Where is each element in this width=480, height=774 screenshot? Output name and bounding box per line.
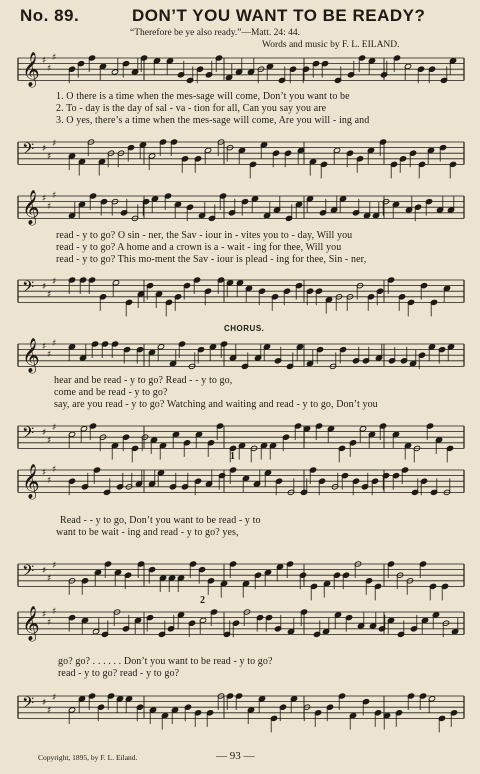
sharp-icon: ♯ — [52, 607, 57, 617]
sharp-icon: ♯ — [52, 423, 57, 433]
sharp-icon: ♯ — [42, 194, 47, 204]
sharp-icon: ♯ — [42, 428, 47, 438]
hymn-header — [20, 6, 460, 28]
sharp-icon: ♯ — [42, 468, 47, 478]
bass-staff-3 — [14, 418, 468, 464]
sharp-icon: ♯ — [52, 561, 57, 571]
music-system-1 — [14, 50, 468, 170]
music-system-2 — [14, 188, 468, 328]
treble-clef-icon: 𝄞 — [22, 464, 40, 499]
lyric-line: say, are you read - y to go? Watching and waiting and read - y to go, Don’t you — [54, 399, 378, 410]
lyric-line: read - y to go? This mo-ment the Sav - iour is plead - ing for thee, Sin - ner, — [56, 254, 367, 265]
lyric-line: read - y to go? A home and a crown is a - wait - ing for thee, Will you — [56, 242, 342, 253]
sharp-icon: ♯ — [47, 202, 52, 212]
sharp-icon: ♯ — [52, 465, 57, 475]
bass-clef-icon: 𝄢 — [22, 694, 35, 716]
sharp-icon: ♯ — [42, 56, 47, 66]
sharp-icon: ♯ — [42, 144, 47, 154]
sharp-icon: ♯ — [47, 64, 52, 74]
chorus-label: CHORUS. — [224, 324, 265, 333]
music-system-5 — [14, 595, 468, 754]
lyric-line: 1. O there is a time when the mes-sage will come, Don’t you want to be — [56, 91, 350, 102]
treble-clef-icon: 𝄞 — [22, 606, 40, 641]
bass-clef-icon: 𝄢 — [22, 278, 35, 300]
sharp-icon: ♯ — [42, 698, 47, 708]
lyric-line: read - y to go? O sin - ner, the Sav - iour in - vites you to - day, Will you — [56, 230, 353, 241]
first-ending-mark: 1 — [230, 451, 235, 462]
lyric-line: go? go? . . . . . . Don’t you want to be read - y to go? — [58, 656, 273, 667]
treble-clef-icon: 𝄞 — [22, 190, 40, 225]
hymn-title: DON’T YOU WANT TO BE READY? — [132, 6, 426, 25]
sharp-icon: ♯ — [52, 277, 57, 287]
sharp-icon: ♯ — [42, 610, 47, 620]
treble-staff-2 — [14, 188, 468, 234]
sharp-icon: ♯ — [42, 342, 47, 352]
page-number: — 93 — — [216, 750, 255, 762]
sharp-icon: ♯ — [47, 152, 52, 162]
sharp-icon: ♯ — [47, 706, 52, 716]
bass-staff-4 — [14, 556, 468, 602]
lyric-line: hear and be read - y to go? Read - - y to go, — [54, 375, 233, 386]
copyright-notice: Copyright, 1895, by F. L. Eiland. — [38, 753, 138, 762]
treble-staff-5 — [14, 604, 468, 650]
lyric-line: read - y to go? read - y to go? — [58, 668, 180, 679]
treble-clef-icon: 𝄞 — [22, 52, 40, 87]
sharp-icon: ♯ — [47, 476, 52, 486]
treble-staff-4 — [14, 462, 468, 508]
lyric-line: come and be read - y to go? — [54, 387, 168, 398]
sharp-icon: ♯ — [52, 339, 57, 349]
music-system-3 — [14, 324, 468, 466]
sharp-icon: ♯ — [52, 191, 57, 201]
sharp-icon: ♯ — [52, 139, 57, 149]
sharp-icon: ♯ — [52, 53, 57, 63]
lyric-line: Read - - y to go, Don’t you want to be read - y to — [60, 515, 261, 526]
sharp-icon: ♯ — [52, 693, 57, 703]
lyric-line: 3. O yes, there’s a time when the mes-sage will come, Are you will - ing and — [56, 115, 370, 126]
lyric-line: 2. To - day is the day of sal - va - tion for all, Can you say you are — [56, 103, 327, 114]
bass-clef-icon: 𝄢 — [22, 562, 35, 584]
bass-staff-5 — [14, 688, 468, 734]
treble-clef-icon: 𝄞 — [22, 338, 40, 373]
bass-clef-icon: 𝄢 — [22, 424, 35, 446]
sharp-icon: ♯ — [47, 350, 52, 360]
sharp-icon: ♯ — [47, 574, 52, 584]
treble-staff-1 — [14, 50, 468, 96]
music-system-4 — [14, 451, 468, 612]
lyric-line: want to be wait - ing and read - y to go? yes, — [56, 527, 239, 538]
bass-staff-2 — [14, 272, 468, 318]
scripture-epigraph: “Therefore be ye also ready.”—Matt. 24: 44. — [130, 28, 301, 38]
sharp-icon: ♯ — [47, 618, 52, 628]
hymn-number: No. 89. — [20, 6, 80, 25]
sharp-icon: ♯ — [42, 566, 47, 576]
sharp-icon: ♯ — [47, 436, 52, 446]
sharp-icon: ♯ — [47, 290, 52, 300]
sharp-icon: ♯ — [42, 282, 47, 292]
author-credit: Words and music by F. L. EILAND. — [262, 40, 400, 50]
bass-clef-icon: 𝄢 — [22, 140, 35, 162]
second-ending-mark: 2 — [200, 595, 205, 606]
bass-staff-1 — [14, 134, 468, 180]
